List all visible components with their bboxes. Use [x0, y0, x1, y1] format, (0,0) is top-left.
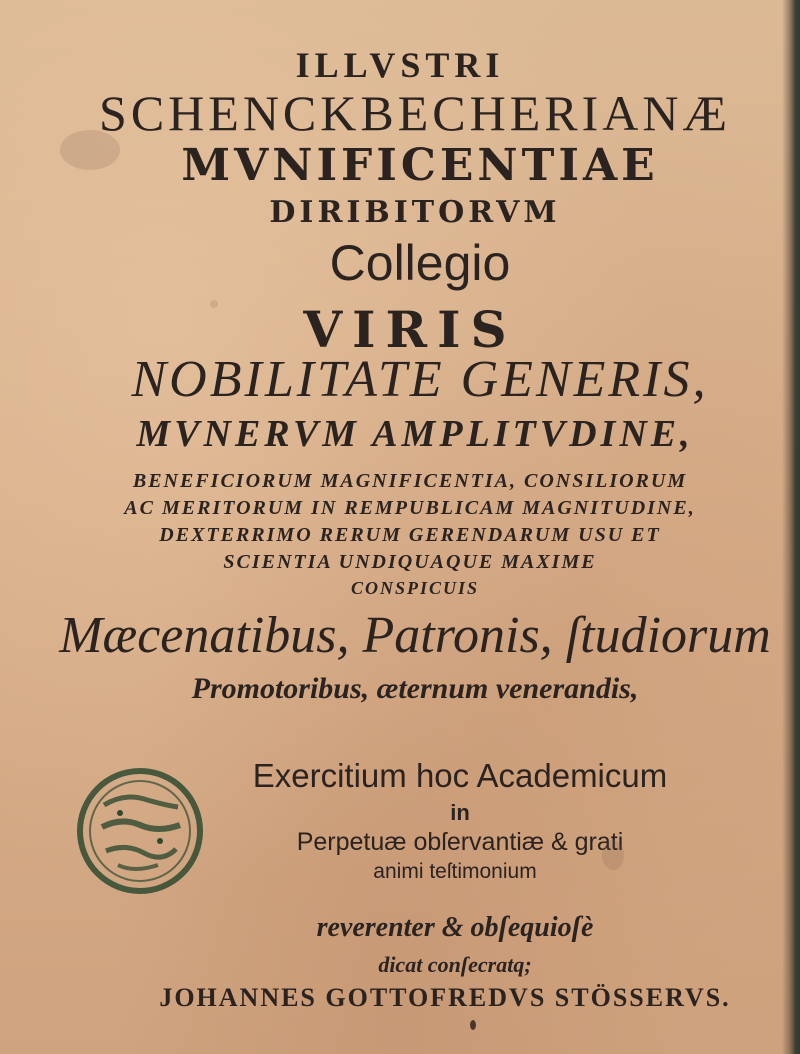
dedication-line-10: AC MERITORUM IN REMPUBLICAM MAGNITUDINE,: [124, 497, 696, 519]
dedication-line-7: NOBILITATE GENERIS,: [131, 351, 709, 408]
dedication-line-16: Exercitium hoc Academicum: [252, 757, 668, 794]
dedication-line-21: dicat conſecratq;: [378, 952, 532, 977]
paper-spot: [470, 1020, 476, 1030]
dedication-line-11: DEXTERRIMO RERUM GERENDARUM USU ET: [159, 524, 661, 546]
dedication-line-15: Promotoribus, æternum venerandis,: [191, 672, 639, 705]
dedication-line-20: reverenter & obſequioſè: [316, 912, 594, 943]
dedication-line-6: VIRIS: [303, 300, 517, 359]
dedication-line-5: Collegio: [329, 235, 511, 291]
dedication-line-17: in: [450, 800, 470, 825]
dedication-line-1: ILLVSTRI: [295, 45, 505, 85]
dedication-line-8: MVNERVM AMPLITVDINE,: [136, 413, 694, 455]
dedication-line-14: Mæcenatibus, Patronis, ſtudiorum: [59, 607, 771, 664]
dedication-line-2: SCHENCKBECHERIANÆ: [99, 85, 731, 141]
dedication-line-19: animi teſtimonium: [373, 860, 537, 883]
paper-spot: [60, 130, 120, 170]
dedication-line-12: SCIENTIA UNDIQUAQUE MAXIME: [223, 551, 597, 573]
dedication-line-4: DIRIBITORVM: [269, 195, 561, 230]
dedication-line-9: BENEFICIORUM MAGNIFICENTIA, CONSILIORUM: [132, 470, 688, 492]
dedication-line-18: Perpetuæ obſervantiæ & grati: [296, 828, 624, 856]
paper-spot: [602, 840, 624, 870]
paper-spot: [210, 300, 218, 308]
author-line: JOHANNES GOTTOFREDVS STÖSSERVS.: [159, 983, 731, 1012]
library-stamp-icon: [74, 765, 206, 897]
dedication-line-3: MVNIFICENTIAE: [181, 140, 659, 191]
dedication-line-13: CONSPICUIS: [350, 578, 480, 598]
